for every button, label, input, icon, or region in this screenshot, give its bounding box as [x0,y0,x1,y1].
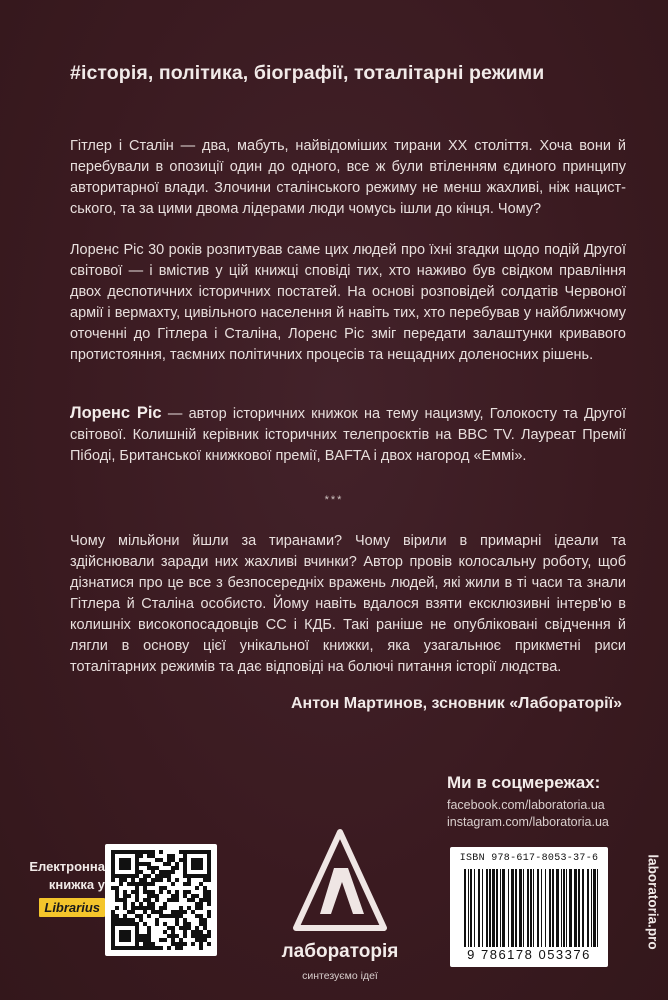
section-separator: *** [324,494,344,506]
triangle-lambda-logo-icon [290,828,390,940]
review-paragraph: Чому мільйони йшли за тиранами? Чому вірили в примарні ідеали та здійснювали заради них жахливі вчинки? Автор провів колосальну роботу, щоб дізнатися про це все з безпосередніх вражень людей, які жили в ті часи та знали Гітлера й Сталіна особисто. Йому навіть вдалося взяти ексклюзивні інтерв'ю в колишніх високопосадовців СС і КДБ. Такі раніше не опубліковані свідчення й лягли в основу цієї унікальної книжки, яка узагальнює прикметні риси тоталітарних режимів та дає відповіді на болючі питання історії людства. [70,533,626,675]
qr-code-icon[interactable] [105,844,217,956]
barcode-icon [462,869,600,947]
author-name: Лоренс Ріс [70,404,162,422]
review-signature: Антон Мартинов, зсновник «Лабораторії» [291,695,622,712]
publisher-name: лабораторія [281,941,399,962]
social-title: Ми в соцмережах: [447,773,601,792]
author-bio-paragraph [70,403,626,467]
isbn-barcode-box [450,847,608,967]
author-bio-text: — автор історичних книжок на тему нацизму, Голокосту та Другої світової. Колишній керівник історичних телепроєктів на BBC TV. Лауреат Премії Пібоді, Британської книжкової премії, BAFTA і двох нагород «Еммі». [70,406,626,464]
website-text: laboratoria.pro [645,854,661,950]
instagram-link: instagram.com/laboratoria.ua [447,815,609,829]
ebook-line2: книжка у [48,877,105,892]
librarius-badge: Librarius [39,898,105,917]
barcode-digits: 9 786178 053376 [467,947,591,962]
publisher-tagline: синтезуємо ідеї [302,970,378,982]
intro-paragraph: Гітлер і Сталін — два, мабуть, найвідоміших тирани XX століття. Хоча вони й перебували в опозиції один до одного, все ж були втіленням єдиного принципу авторитарної влади. Злочини сталінського режиму не менш жахливі, ніж нацистського, та за цими двома лідерами люди чомусь ішли до кінця. Чому? [70,138,626,217]
ebook-block [10,858,105,917]
facebook-link: facebook.com/laboratoria.ua [447,798,605,812]
isbn-label: ISBN 978-617-8053-37-6 [459,853,599,864]
genre-tags: #історія, політика, біографії, тоталітарні режими [70,62,545,84]
ebook-line1: Електронна [29,859,105,874]
social-block [447,773,637,831]
website-vertical [643,827,663,977]
description-paragraph: Лоренс Ріс 30 років розпитував саме цих людей про їхні згадки щодо подій Другої світової — і вмістив у цій книжці сповіді тих, хто наживо був свідком правління двох деспотичних історичних постатей. На основі розповідей солдатів Червоної армії і вермахту, цивільного населення й навіть тих, хто перебував у найближчому оточенні до Гітлера і Сталіна, Лоренс Ріс зміг передати залаштунки кривавого протистояння, таємних політичних процесів та нещадних доленосних рішень. [70,242,626,363]
